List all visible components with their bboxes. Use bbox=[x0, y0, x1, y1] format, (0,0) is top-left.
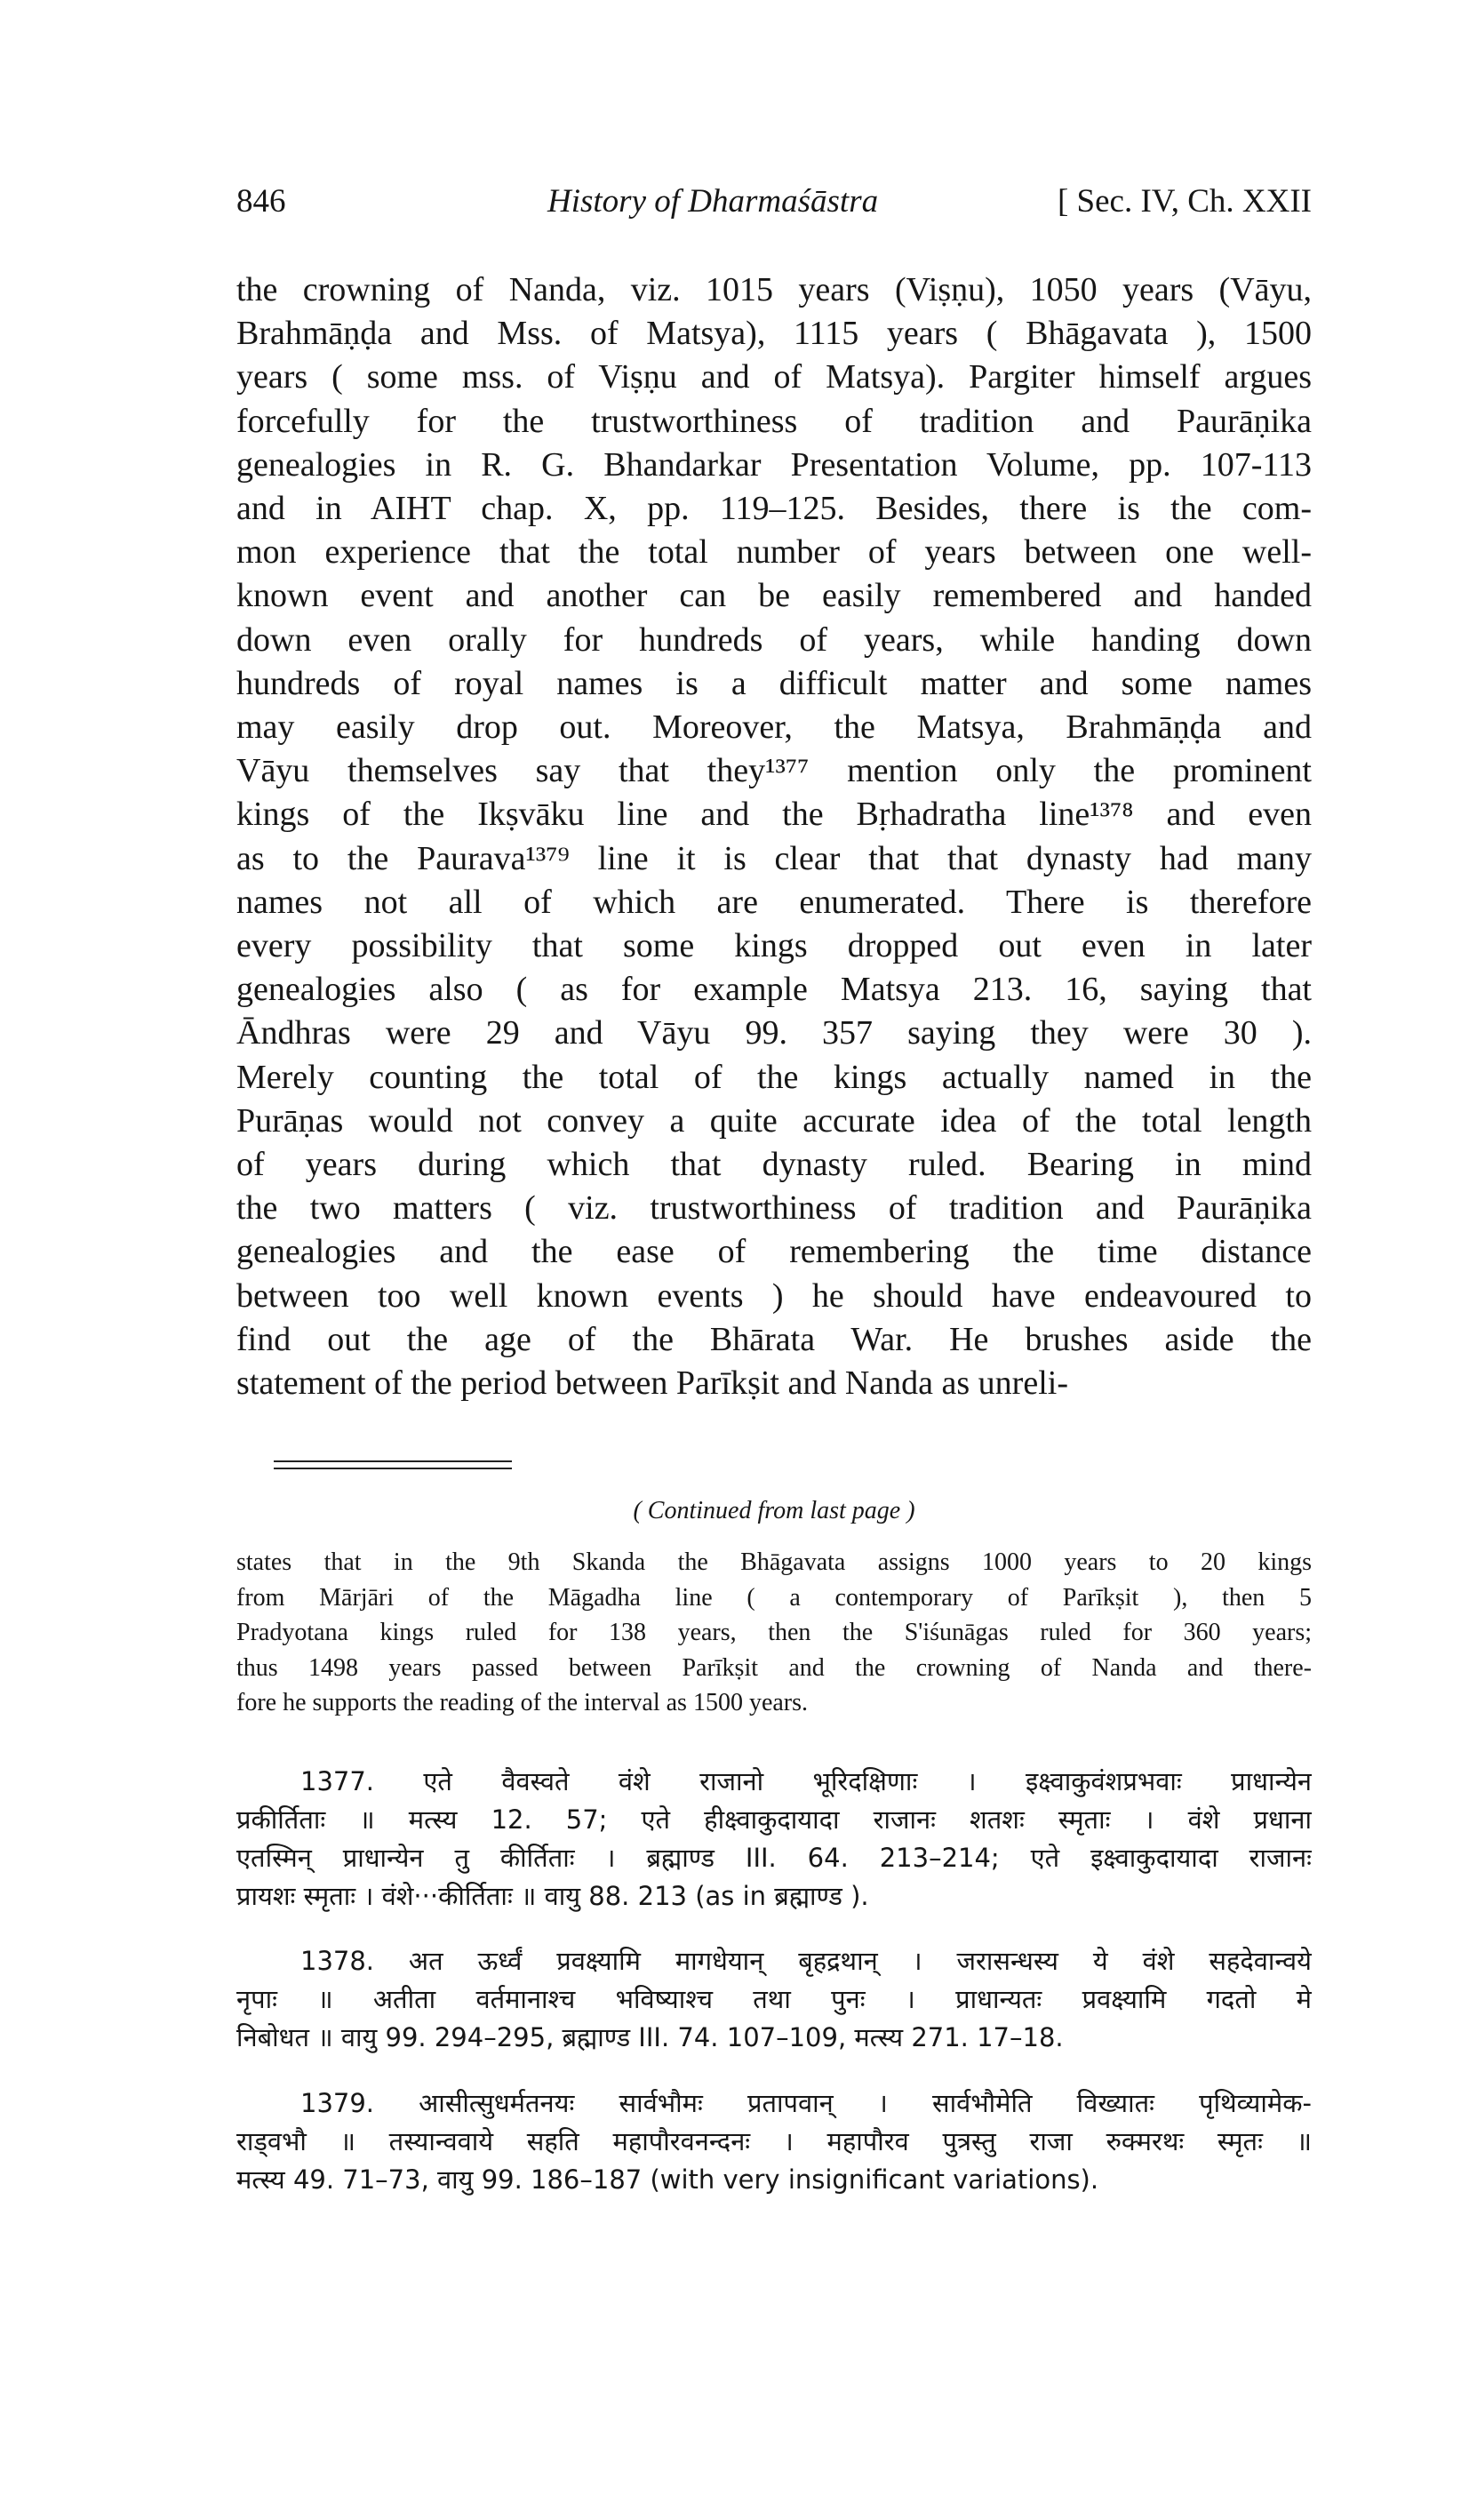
footnote-line: मत्स्य 49. 71–73, वायु 99. 186–187 (with very insignificant variations). bbox=[236, 2164, 1099, 2195]
body-line: years ( some mss. of Viṣṇu and of Matsya). Pargiter himself argues bbox=[236, 358, 1312, 396]
footnote-line: from Mārjāri of the Māgadha line ( a contemporary of Parīkṣit ), then 5 bbox=[236, 1583, 1312, 1612]
body-line: genealogies and the ease of remembering the time distance bbox=[236, 1233, 1312, 1271]
body-line: as to the Paurava¹³⁷⁹ line it is clear that that dynasty had many bbox=[236, 839, 1312, 877]
body-line: known event and another can be easily remembered and handed bbox=[236, 577, 1312, 615]
footnote-line: नृपाः ॥ अतीता वर्तमानाश्च भविष्याश्च तथा पुनः । प्राधान्यतः प्रवक्ष्यामि गदतो मे bbox=[236, 1984, 1312, 2014]
footnote-line: Pradyotana kings ruled for 138 years, then the S'iśunāgas ruled for 360 years; bbox=[236, 1619, 1312, 1647]
footnote-line: प्रायशः स्मृताः । वंशे···कीर्तिताः ॥ वायु 88. 213 (as in ब्रह्माण्ड ). bbox=[236, 1881, 869, 1911]
body-line: and in AIHT chap. X, pp. 119–125. Besides, there is the com- bbox=[236, 490, 1312, 528]
footnote-line: 1379. आसीत्सुधर्मतनयः सार्वभौमः प्रतापवान् । सार्वभौमेति विख्यातः पृथिव्यामेक- bbox=[300, 2088, 1312, 2118]
body-line: the two matters ( viz. trustworthiness of tradition and Paurāṇika bbox=[236, 1189, 1312, 1228]
body-line: Vāyu themselves say that they¹³⁷⁷ mention only the prominent bbox=[236, 752, 1312, 790]
body-line: Brahmāṇḍa and Mss. of Matsya), 1115 years ( Bhāgavata ), 1500 bbox=[236, 315, 1312, 353]
footnote-line: प्रकीर्तिताः ॥ मत्स्य 12. 57; एते हीक्ष्वाकुदायादा राजानः शतशः स्मृताः । वंशे प्रधाना bbox=[236, 1804, 1312, 1835]
footnote-separator-rule bbox=[274, 1460, 512, 1462]
body-line: of years during which that dynasty ruled. Bearing in mind bbox=[236, 1146, 1312, 1184]
body-line: Āndhras were 29 and Vāyu 99. 357 saying they were 30 ). bbox=[236, 1014, 1312, 1052]
page-header bbox=[236, 182, 1312, 232]
footnote-line: एतस्मिन् प्राधान्येन तु कीर्तिताः । ब्रह्माण्ड III. 64. 213–214; एते इक्ष्वाकुदायादा राजानः bbox=[236, 1843, 1312, 1873]
page-number: 846 bbox=[236, 183, 286, 220]
footnote-line: 1378. अत ऊर्ध्वं प्रवक्ष्यामि मागधेयान् बृहद्रथान् । जरासन्धस्य ये वंशे सहदेवान्वये bbox=[300, 1946, 1312, 1976]
footnote-line: 1377. एते वैवस्वते वंशे राजानो भूरिदक्षिणाः । इक्ष्वाकुवंशप्रभवाः प्राधान्येन bbox=[300, 1766, 1312, 1796]
body-line: hundreds of royal names is a difficult matter and some names bbox=[236, 664, 1312, 702]
footnote-1379 bbox=[236, 2084, 1312, 2199]
body-line: forcefully for the trustworthiness of tradition and Paurāṇika bbox=[236, 402, 1312, 440]
running-title: History of Dharmaśāstra bbox=[547, 183, 879, 220]
footnote-line: states that in the 9th Skanda the Bhāgavata assigns 1000 years to 20 kings bbox=[236, 1548, 1312, 1576]
body-line: may easily drop out. Moreover, the Matsya, Brahmāṇḍa and bbox=[236, 708, 1312, 747]
body-line: names not all of which are enumerated. There is therefore bbox=[236, 883, 1312, 921]
footnote-separator-rule bbox=[274, 1468, 512, 1469]
body-line: kings of the Ikṣvāku line and the Bṛhadratha line¹³⁷⁸ and even bbox=[236, 796, 1312, 834]
body-line: the crowning of Nanda, viz. 1015 years (Viṣṇu), 1050 years (Vāyu, bbox=[236, 271, 1312, 308]
body-line: Purāṇas would not convey a quite accurate idea of the total length bbox=[236, 1101, 1312, 1140]
footnote-line: राड्वभौ ॥ तस्यान्ववाये सहति महापौरवनन्दनः । महापौरव पुत्रस्तु राजा रुक्मरथः स्मृतः ॥ bbox=[236, 2126, 1312, 2156]
footnote-line: निबोधत ॥ वायु 99. 294–295, ब्रह्माण्ड III. 74. 107–109, मत्स्य 271. 17–18. bbox=[236, 2022, 1064, 2052]
footnote-line: fore he supports the reading of the interval as 1500 years. bbox=[236, 1689, 809, 1717]
body-line: genealogies in R. G. Bhandarkar Presentation Volume, pp. 107-113 bbox=[236, 445, 1312, 484]
section-reference: [ Sec. IV, Ch. XXII bbox=[1057, 183, 1312, 220]
footnote-1378 bbox=[236, 1942, 1312, 2057]
body-line: genealogies also ( as for example Matsya 213. 16, saying that bbox=[236, 971, 1312, 1009]
body-line: between too well known events ) he should have endeavoured to bbox=[236, 1276, 1312, 1315]
continued-footnote bbox=[236, 1545, 1312, 1721]
body-line: Merely counting the total of the kings actually named in the bbox=[236, 1058, 1312, 1096]
body-line: mon experience that the total number of years between one well- bbox=[236, 533, 1312, 572]
footnote-1377 bbox=[236, 1763, 1312, 1916]
body-line: statement of the period between Parīkṣit and Nanda as unreli- bbox=[236, 1364, 1068, 1403]
body-line: every possibility that some kings dropped out even in later bbox=[236, 927, 1312, 965]
body-line: down even orally for hundreds of years, while handing down bbox=[236, 620, 1312, 659]
body-line: find out the age of the Bhārata War. He brushes aside the bbox=[236, 1320, 1312, 1358]
main-body-text bbox=[236, 268, 1312, 1405]
continued-label: ( Continued from last page ) bbox=[633, 1497, 915, 1524]
footnote-line: thus 1498 years passed between Parīkṣit and the crowning of Nanda and there- bbox=[236, 1653, 1312, 1682]
